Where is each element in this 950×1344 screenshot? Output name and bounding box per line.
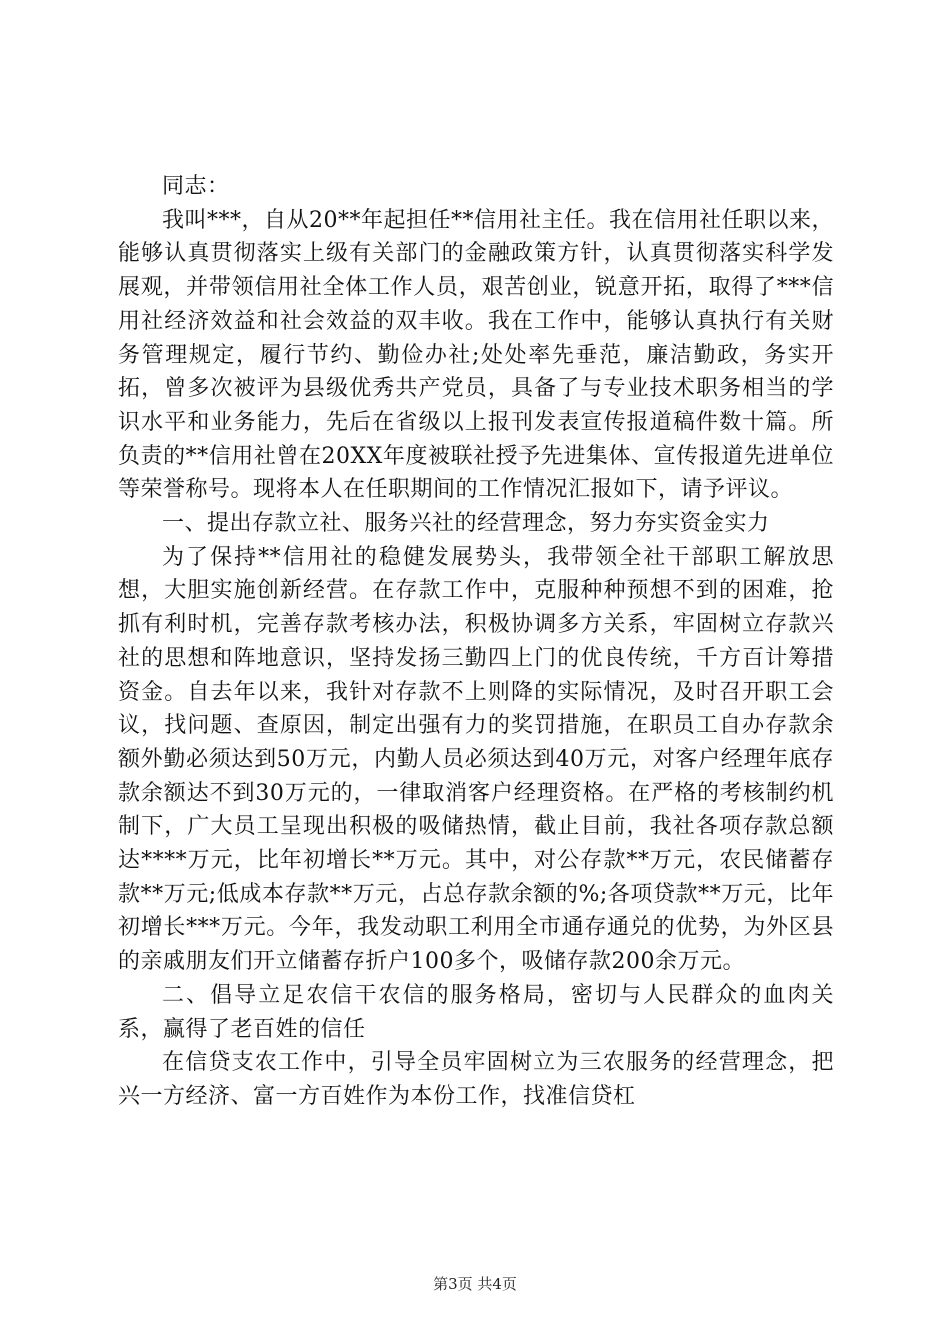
paragraph-credit: 在信贷支农工作中，引导全员牢固树立为三农服务的经营理念，把兴一方经济、富一方百姓作为本份工作，找准信贷杠 (118, 1050, 834, 1109)
section-heading-2: 二、倡导立足农信干农信的服务格局，密切与人民群众的血肉关系，赢得了老百姓的信任 (118, 982, 834, 1042)
salutation: 同志： (162, 174, 230, 199)
document-body (118, 170, 834, 1114)
paragraph-intro: 我叫***，自从20**年起担任**信用社主任。我在信用社任职以来，能够认真贯彻落实上级有关部门的金融政策方针，认真贯彻落实科学发展观，并带领信用社全体工作人员，艰苦创业，锐意开拓，取得了***信用社经济效益和社会效益的双丰收。我在工作中，能够认真执行有关财务管理规定，履行节约、勤俭办社;处处率先垂范，廉洁勤政，务实开拓，曾多次被评为县级优秀共产党员，具备了与专业技术职务相当的学识水平和业务能力，先后在省级以上报刊发表宣传报道稿件数十篇。所负责的**信用社曾在20XX年度被联社授予先进集体、宣传报道先进单位等荣誉称号。现将本人在任职期间的工作情况汇报如下，请予评议。 (118, 207, 834, 503)
paragraph-deposits: 为了保持**信用社的稳健发展势头，我带领全社干部职工解放思想，大胆实施创新经营。在存款工作中，克服种种预想不到的困难，抢抓有利时机，完善存款考核办法，积极协调多方关系，牢固树立存款兴社的思想和阵地意识，坚持发扬三勤四上门的优良传统，千方百计筹措资金。自去年以来，我针对存款不上则降的实际情况，及时召开职工会议，找问题、查原因，制定出强有力的奖罚措施，在职员工自办存款余额外勤必须达到50万元，内勤人员必须达到40万元，对客户经理年底存款余额达不到30万元的，一律取消客户经理资格。在严格的考核制约机制下，广大员工呈现出积极的吸储热情，截止目前，我社各项存款总额达****万元，比年初增长**万元。其中，对公存款**万元，农民储蓄存款**万元;低成本存款**万元，占总存款余额的%;各项贷款**万元，比年初增长***万元。今年，我发动职工利用全市通存通兑的优势，为外区县的亲戚朋友们开立储蓄存折户100多个，吸储存款200余万元。 (118, 544, 834, 975)
section-heading-1: 一、提出存款立社、服务兴社的经营理念，努力夯实资金实力 (162, 511, 770, 537)
page-number-footer: 第3页 共4页 (433, 1275, 517, 1293)
